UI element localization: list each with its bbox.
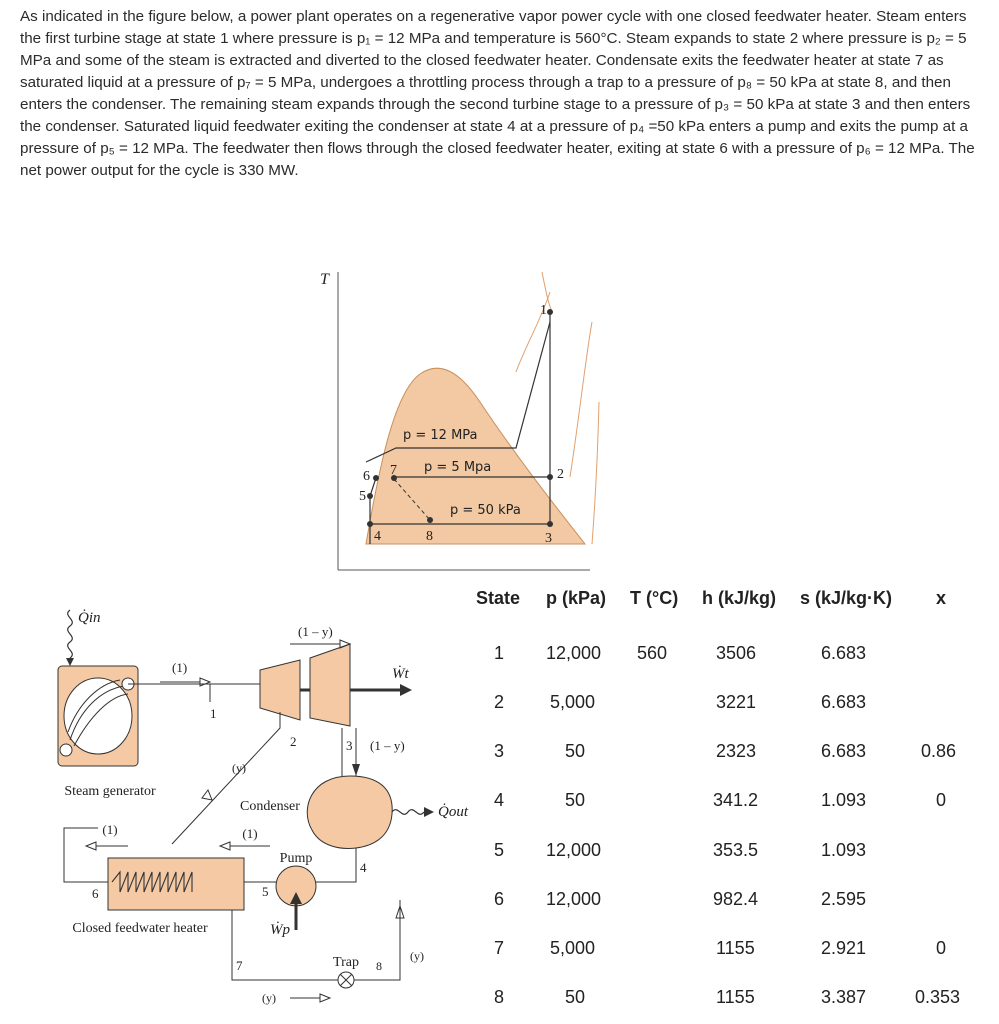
flow-label-1-pump: (1) — [242, 826, 258, 841]
problem-text: As indicated in the figure below, a power plant operates on a regenerative vapor power cycle with one closed feedwater heater. Steam enters the first turbine stage at state 1 where pressure is p₁ = 12 MPa and temperature is 560°C. Steam expands to state 2 where pressure is p₂ = 5 MPa and some of the steam is extracted and diverted to the closed feedwater heater. Condensate exits the feedwater heater at state 7 as saturated liquid at a pressure of p₇ = 5 MPa, undergoes a throttling process through a trap to a pressure of p₈ = 50 kPa at state 8, and then enters the condenser. The remaining steam expands through the second turbine stage to a pressure of p₃ = 50 kPa at state 3 and then enters the condenser. Saturated liquid feedwater exiting the condenser at state 4 at a pressure of p₄ =50 kPa enters a pump and exits the pump at a pressure of p₅ = 12 MPa. The feedwater then flows through the closed feedwater heater, exiting at state 6 with a pressure of p₆ = 12 MPa. The net power output for the cycle is 330 MW. — [20, 8, 975, 179]
ts-axis-label: T — [320, 271, 329, 288]
pipe-4 — [316, 848, 356, 882]
cycle-schematic — [0, 600, 470, 1024]
header-x: x — [936, 588, 947, 608]
node-4: 4 — [360, 860, 367, 875]
flow-label-1-minus-y-top: (1 – y) — [298, 624, 333, 639]
row-p: 50 — [565, 790, 586, 810]
row-state: 6 — [494, 889, 505, 909]
row-p: 12,000 — [546, 840, 602, 860]
row-h: 341.2 — [713, 790, 759, 810]
row-state: 4 — [494, 790, 505, 810]
q-out-wavy-arrow — [392, 810, 424, 815]
header-h: h (kJ/kg) — [702, 588, 777, 608]
node-2: 2 — [290, 734, 297, 749]
header-t: T (°C) — [630, 588, 679, 608]
flow-label-1: (1) — [172, 660, 188, 675]
table-row — [460, 741, 995, 765]
state-point-3 — [547, 521, 553, 527]
isobar-label-12mpa: p = 12 MPa — [403, 428, 478, 443]
table-row — [460, 938, 995, 962]
row-s: 6.683 — [821, 692, 867, 712]
header-p: p (kPa) — [546, 588, 607, 608]
problem-statement — [20, 6, 980, 182]
state-label-6: 6 — [363, 469, 370, 484]
row-h: 3506 — [716, 643, 757, 663]
state-label-2: 2 — [557, 467, 564, 482]
pump-label: Pump — [279, 851, 313, 866]
state-label-5: 5 — [359, 489, 366, 504]
row-s: 6.683 — [821, 741, 867, 761]
row-state: 3 — [494, 741, 505, 761]
flow-label-sg: (1) — [102, 822, 118, 837]
row-x: 0.86 — [921, 741, 957, 761]
table-row — [460, 889, 995, 913]
state-label-7: 7 — [390, 463, 397, 478]
row-s: 2.921 — [821, 938, 867, 958]
header-state: State — [476, 588, 521, 608]
row-state: 7 — [494, 938, 505, 958]
table-row — [460, 987, 995, 1011]
row-state: 5 — [494, 840, 505, 860]
row-state: 8 — [494, 987, 505, 1007]
condenser — [307, 776, 392, 848]
row-h: 982.4 — [713, 889, 759, 909]
row-s: 3.387 — [821, 987, 867, 1007]
trap-label: Trap — [333, 955, 359, 970]
node-6: 6 — [92, 886, 99, 901]
node-5: 5 — [262, 884, 269, 899]
row-p: 12,000 — [546, 643, 602, 663]
pipe-7 — [232, 900, 400, 980]
node-8: 8 — [376, 959, 382, 973]
q-in-label: Q̇in — [78, 610, 101, 626]
table-row — [460, 790, 995, 814]
node-1: 1 — [210, 706, 217, 721]
fwh-text: Closed feedwater heater — [72, 921, 208, 936]
state-label-3: 3 — [545, 531, 552, 546]
state-label-1: 1 — [540, 303, 547, 318]
isobar-curve-outer — [592, 402, 599, 544]
row-x: 0 — [936, 790, 947, 810]
state-point-5 — [367, 493, 373, 499]
row-s: 1.093 — [821, 790, 867, 810]
state-label-4: 4 — [374, 529, 381, 544]
isobar-curve-5mpa — [570, 322, 592, 477]
flow-label-y-bottom: (y) — [262, 991, 276, 1005]
row-h: 2323 — [716, 741, 757, 761]
table-row — [460, 840, 995, 864]
isobar-label-5mpa: p = 5 Mpa — [424, 460, 492, 475]
fwh-label — [72, 921, 208, 936]
row-t: 560 — [637, 643, 668, 663]
row-x: 0 — [936, 938, 947, 958]
row-p: 5,000 — [550, 938, 596, 958]
row-h: 1155 — [716, 938, 755, 958]
flow-label-y-extract: (y) — [232, 761, 246, 775]
steam-generator-label — [64, 784, 156, 799]
row-p: 50 — [565, 741, 586, 761]
state-point-8 — [427, 517, 433, 523]
state-point-1 — [547, 309, 553, 315]
row-p: 5,000 — [550, 692, 596, 712]
state-point-2 — [547, 474, 553, 480]
row-x: 0.353 — [915, 987, 961, 1007]
header-s: s (kJ/kg·K) — [800, 588, 893, 608]
state-point-4 — [367, 521, 373, 527]
row-state: 2 — [494, 692, 505, 712]
row-h: 353.5 — [713, 840, 759, 860]
node-3: 3 — [346, 738, 353, 753]
turbine-stage-1 — [260, 660, 300, 720]
row-s: 6.683 — [821, 643, 867, 663]
pipe-6 — [64, 828, 108, 882]
row-s: 2.595 — [821, 889, 867, 909]
state-label-8: 8 — [426, 529, 433, 544]
row-h: 1155 — [716, 987, 755, 1007]
flow-label-y-trap: (y) — [410, 949, 424, 963]
state-point-6 — [373, 475, 379, 481]
extraction-pipe — [172, 712, 280, 844]
table-row — [460, 692, 995, 716]
node-7: 7 — [236, 958, 243, 973]
row-state: 1 — [494, 643, 505, 663]
turbine-stage-2 — [310, 644, 350, 726]
steam-generator-text: Steam generator — [64, 784, 156, 799]
row-s: 1.093 — [821, 840, 867, 860]
row-p: 50 — [565, 987, 586, 1007]
table-row — [460, 643, 995, 667]
q-out-label: Q̇out — [438, 804, 468, 820]
row-p: 12,000 — [546, 889, 602, 909]
isobar-label-50kpa: p = 50 kPa — [450, 503, 521, 518]
q-in-wavy-arrow — [68, 610, 73, 658]
ts-diagram — [300, 262, 600, 582]
w-t-label: Ẇt — [392, 666, 409, 682]
w-p-label: Ẇp — [270, 922, 290, 938]
condenser-label: Condenser — [240, 799, 300, 814]
flow-label-1-minus-y-right: (1 – y) — [370, 738, 405, 753]
row-h: 3221 — [716, 692, 757, 712]
